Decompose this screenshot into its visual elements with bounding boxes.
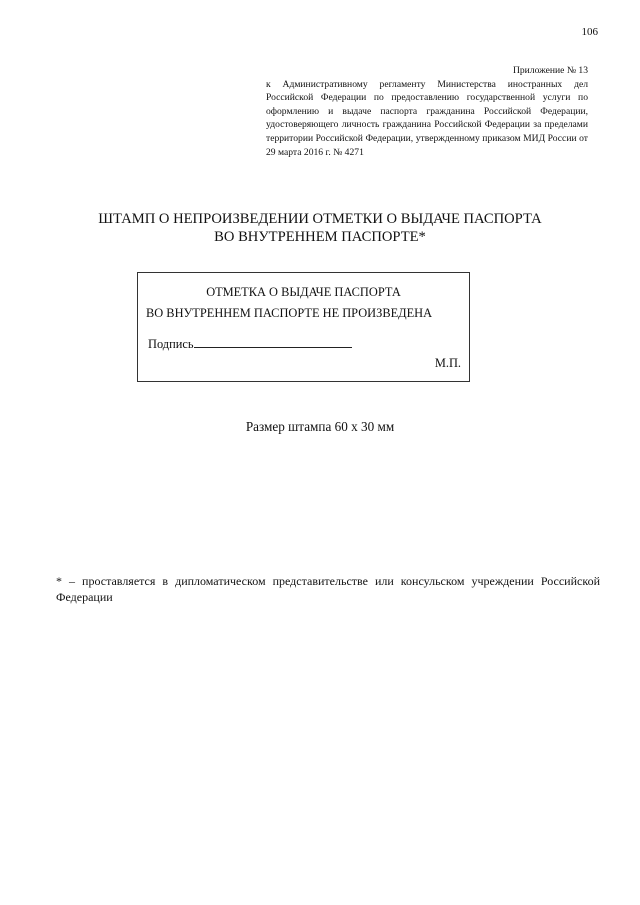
stamp-text-line2: ВО ВНУТРЕННЕМ ПАСПОРТЕ НЕ ПРОИЗВЕДЕНА [146, 306, 433, 320]
stamp-text-line1: ОТМЕТКА О ВЫДАЧЕ ПАСПОРТА [206, 285, 401, 299]
appendix-text: к Административному регламенту Министерства иностранных дел Российской Федерации по предоставлению государственной услуги по оформлению и выдаче паспорта гражданина Российской Федерации, удостоверяющего личность гражданина Российской Федерации за пределами территории Российской Федерации, утвержденному приказом МИД России от 29 марта 2016 г. № 4271 [266, 78, 588, 158]
seal-placeholder-label: М.П. [434, 356, 461, 370]
signature-label: Подпись [148, 337, 194, 351]
appendix-title: Приложение № 13 [512, 65, 588, 76]
stamp-signature-field [148, 335, 352, 352]
document-title [40, 210, 600, 246]
stamp-size-note: Размер штампа 60 х 30 мм [245, 419, 395, 434]
footnote: * – проставляется в дипломатическом представительстве или консульском учреждении Российской Федерации [56, 574, 600, 604]
document-title-line1: ШТАМП О НЕПРОИЗВЕДЕНИИ ОТМЕТКИ О ВЫДАЧЕ ПАСПОРТА [98, 211, 542, 227]
document-title-line2: ВО ВНУТРЕННЕМ ПАСПОРТЕ* [214, 229, 426, 245]
appendix-reference [266, 64, 588, 159]
signature-line [194, 335, 352, 348]
stamp-sample [137, 272, 470, 382]
page-number: 106 [581, 26, 598, 38]
